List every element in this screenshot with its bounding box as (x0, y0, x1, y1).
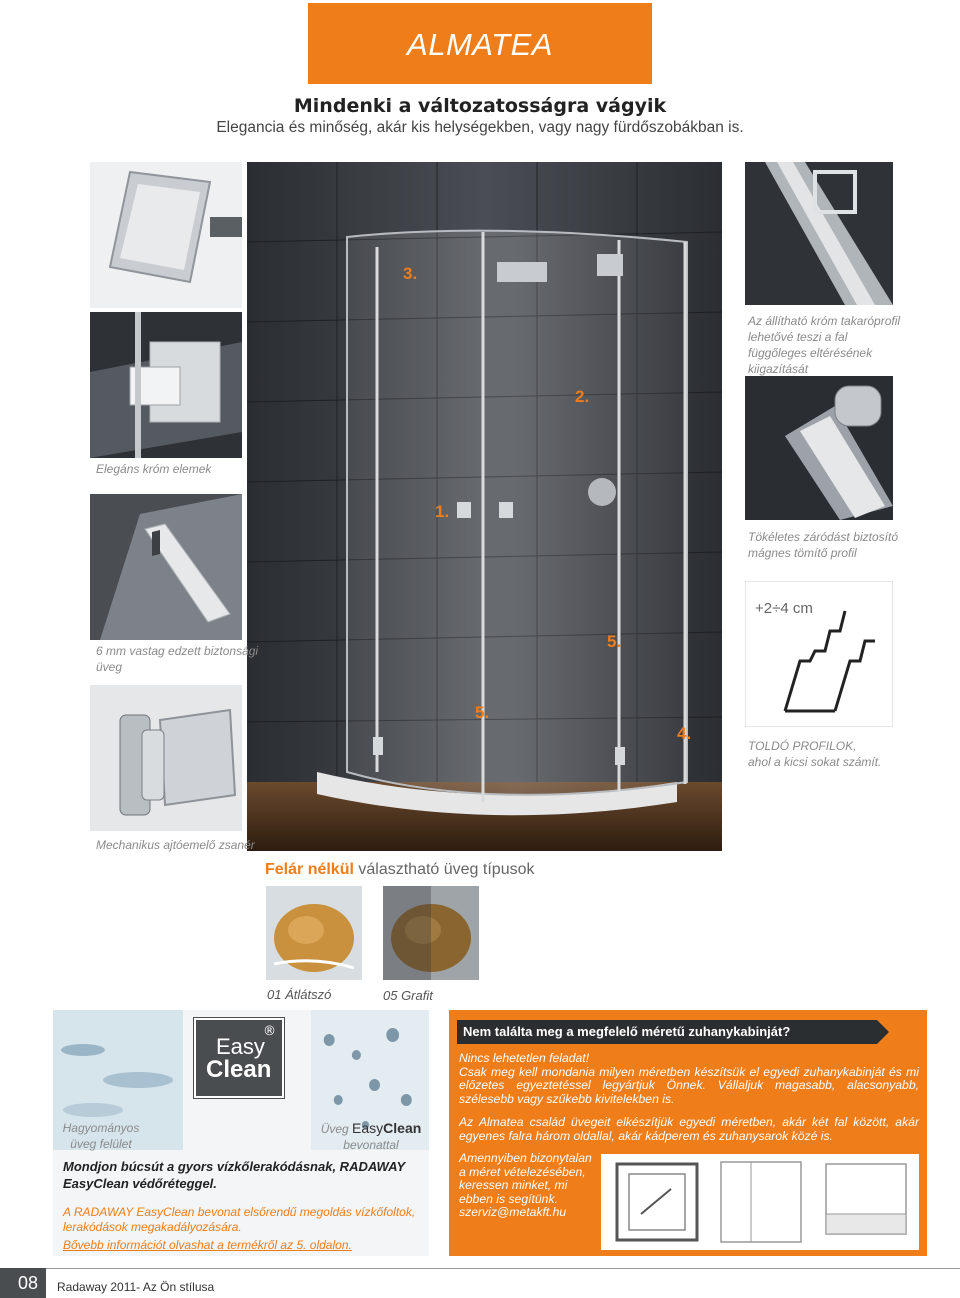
detail-photo-handle (90, 162, 242, 308)
shower-cabin-photo (247, 162, 722, 851)
easyclean-glass-brand (352, 1120, 421, 1136)
easyclean-registered-mark: ® (263, 1024, 276, 1039)
custom-size-p1a: Nincs lehetetlen feladat! (459, 1051, 590, 1065)
glass-sample-clear-label: 01 Átlátszó (267, 987, 332, 1002)
detail-photo-lifting-hinge (90, 685, 242, 831)
caption-extension-sub: ahol a kicsi sokat számít. (748, 755, 882, 769)
detail-photo-magnet-seal (745, 376, 893, 520)
callout-1-mid: 1. (435, 502, 450, 521)
page-headline: Mindenki a változatosságra vágyik (293, 95, 667, 117)
easyclean-logo-easy: Easy (216, 1034, 265, 1059)
callout-4-low: 4. (677, 724, 692, 743)
glass-sample-clear (266, 886, 362, 980)
custom-size-title-bar (457, 1020, 877, 1044)
easyclean-glass-prefix: Üveg (320, 1122, 349, 1136)
footer-page-number: 08 (18, 1273, 39, 1293)
easyclean-headline: Mondjon búcsút a gyors vízkőlerakódásnak, RADAWAY EasyClean védőréteggel. (63, 1159, 405, 1191)
caption-extension-title: TOLDÓ PROFILOK, (748, 739, 857, 753)
custom-size-title: Nem találta meg a megfelelő méretű zuhanykabinját? (463, 1024, 791, 1039)
custom-size-text (459, 1052, 919, 1143)
easyclean-logo-clean: Clean (206, 1056, 272, 1083)
extension-size-label: +2÷4 cm (755, 600, 813, 617)
easyclean-body: A RADAWAY EasyClean bevonat elsőrendű megoldás vízkőfoltok, lerakódások megakadályozására. (63, 1205, 416, 1234)
easyclean-glass-brand-b: Clean (383, 1120, 422, 1136)
custom-size-panel (449, 1010, 927, 1256)
footer-rule (0, 1268, 960, 1269)
glass-types-title-rest: választható üveg típusok (358, 861, 535, 878)
caption-hinge: Mechanikus ajtóemelő zsanér (96, 838, 255, 852)
callout-2-mid: 2. (575, 387, 590, 406)
custom-size-arrow (877, 1020, 889, 1044)
caption-adjustable-profile: Az állítható króm takaróprofil lehetővé teszi a fal függőleges eltérésének kiigazítását (748, 314, 901, 376)
callout-5-mid: 5. (607, 632, 622, 651)
glass-sample-graphite-label: 05 Grafit (383, 988, 433, 1003)
custom-size-p3: Amennyiben bizonytalan a méret vételezésében, keressen minket, mi ebben is segítünk. (459, 1151, 592, 1206)
caption-magnet-seal: Tökéletes záródást biztosító mágnes tömítő profil (748, 530, 898, 560)
callout-3-top: 3. (403, 264, 418, 283)
brand-banner (308, 3, 652, 84)
custom-size-help (459, 1152, 599, 1220)
custom-size-illustration (601, 1154, 919, 1250)
custom-size-email[interactable]: szerviz@metakft.hu (459, 1205, 567, 1219)
detail-photo-adjustable-profile (745, 162, 893, 305)
normal-glass-label: Hagyományos üveg felület (62, 1121, 140, 1151)
custom-size-p1b: Csak meg kell mondania milyen méretben készítsük el egyedi zuhanykabinját és mi előzetes egyeztetéssel legyártjuk Önnek. Vállaljuk magasabb, alacsonyabb, szélesebb vagy szűkebb kivitelekben is. (459, 1064, 919, 1106)
easyclean-panel (53, 1010, 429, 1256)
custom-size-p2: Az Almatea család üvegeit elkészítjük egyedi méretben, akár két fal között, akár egyenes falra három oldallal, akár kádperem és zuhanysarok közé is. (459, 1115, 919, 1143)
glass-types-title-bold: Felár nélkül (265, 861, 354, 878)
glass-sample-graphite (383, 886, 479, 980)
glass-types-title (265, 861, 534, 879)
easyclean-glass-suffix: bevonattal (343, 1138, 399, 1152)
detail-photo-chrome-hinge (90, 312, 242, 458)
easyclean-glass-brand-a: Easy (352, 1120, 384, 1136)
easyclean-more-info: Bővebb információt olvashat a termékről az 5. oldalon. (63, 1238, 352, 1252)
easyclean-glass-label (315, 1120, 427, 1153)
detail-photo-glass-edge (90, 494, 242, 640)
footer-text: Radaway 2011- Az Ön stílusa (57, 1280, 215, 1294)
page-subheadline: Elegancia és minőség, akár kis helységekben, vagy nagy fürdőszobákban is. (216, 119, 744, 136)
caption-6mm-glass: 6 mm vastag edzett biztonsági üveg (96, 644, 259, 674)
easyclean-logo (194, 1018, 284, 1098)
brand-title: ALMATEA (407, 27, 553, 62)
caption-elegant-chrome: Elegáns króm elemek (96, 462, 212, 476)
callout-5-low: 5. (475, 703, 490, 722)
